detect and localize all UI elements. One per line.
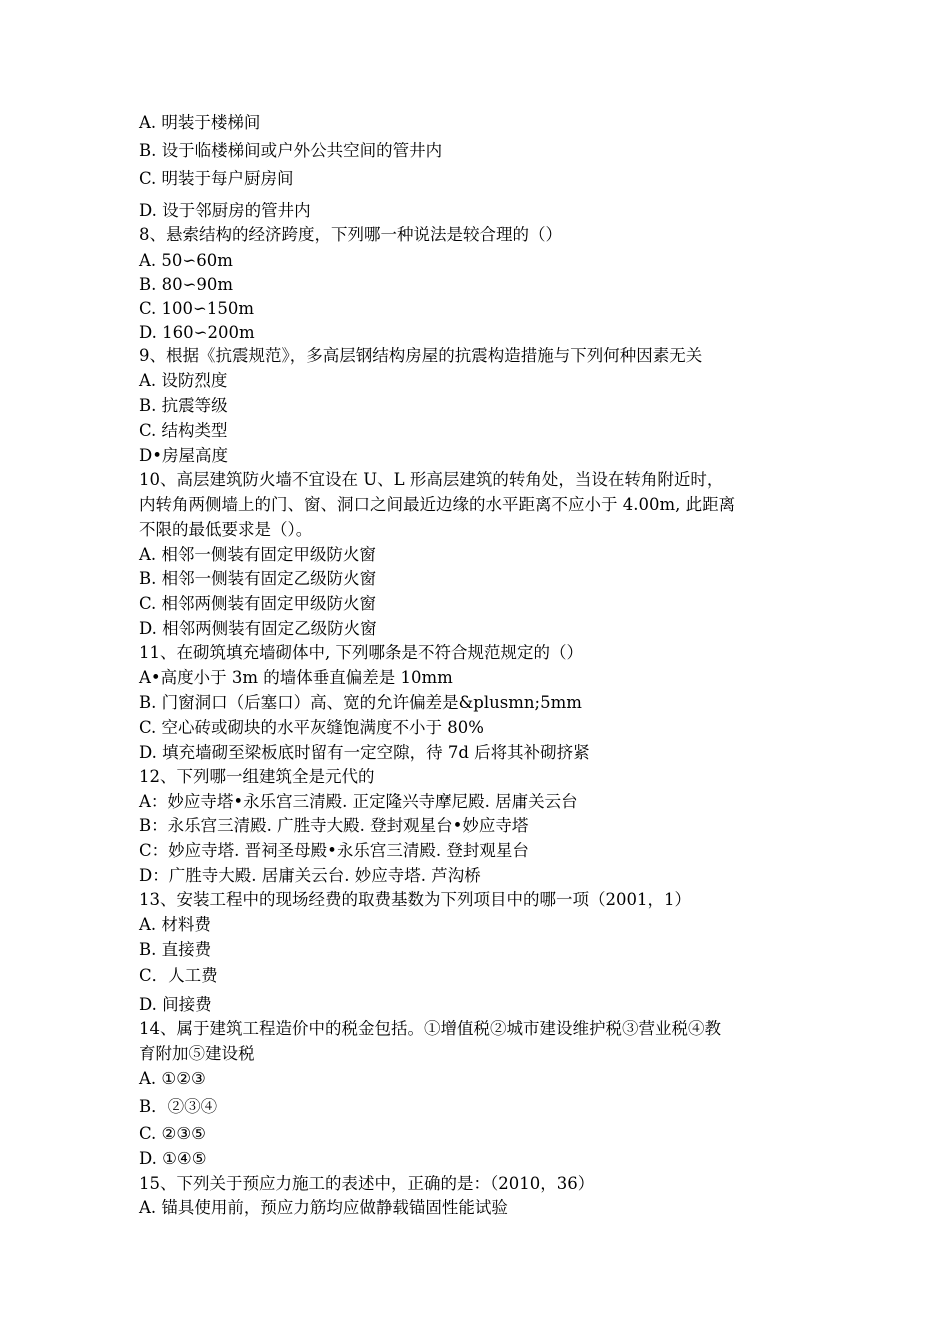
text-line: B：永乐宫三清殿. 广胜寺大殿. 登封观星台•妙应寺塔 xyxy=(139,816,529,835)
text-line: 育附加⑤建设税 xyxy=(139,1044,255,1063)
text-line: D. 填充墙砌至梁板底时留有一定空隙，待 7d 后将其补砌挤紧 xyxy=(139,743,590,762)
text-line: 内转角两侧墙上的门、窗、洞口之间最近边缘的水平距离不应小于 4.00m, 此距离 xyxy=(139,495,736,514)
text-line: D. 设于邻厨房的管井内 xyxy=(139,201,311,220)
text-line: B. 设于临楼梯间或户外公共空间的管井内 xyxy=(139,141,443,160)
text-line: C．人工费 xyxy=(139,966,218,985)
text-line: 9、根据《抗震规范》，多高层钢结构房屋的抗震构造措施与下列何种因素无关 xyxy=(139,346,703,365)
text-line: A. 50∽60m xyxy=(139,251,233,270)
text-line: C. 结构类型 xyxy=(139,421,228,440)
text-line: C. 明装于每户厨房间 xyxy=(139,169,294,188)
text-line: C. ②③⑤ xyxy=(139,1124,206,1143)
text-line: 8、悬索结构的经济跨度，下列哪一种说法是较合理的（） xyxy=(139,225,562,244)
text-line: A：妙应寺塔•永乐宫三清殿. 正定隆兴寺摩尼殿. 居庸关云台 xyxy=(139,792,578,811)
text-line: B. 80∽90m xyxy=(139,275,234,294)
text-line: 11、在砌筑填充墙砌体中, 下列哪条是不符合规范规定的（） xyxy=(139,643,583,662)
text-line: B. 直接费 xyxy=(139,940,212,959)
text-line: 12、下列哪一组建筑全是元代的 xyxy=(139,767,375,786)
text-line: C. 空心砖或砌块的水平灰缝饱满度不小于 80% xyxy=(139,718,484,737)
text-line: C：妙应寺塔. 晋祠圣母殿•永乐宫三清殿. 登封观星台 xyxy=(139,841,529,860)
text-line: 14、属于建筑工程造价中的税金包括。①增值税②城市建设维护税③营业税④教 xyxy=(139,1019,721,1038)
text-line: D. 间接费 xyxy=(139,995,212,1014)
text-line: C. 相邻两侧装有固定甲级防火窗 xyxy=(139,594,377,613)
text-line: C. 100∽150m xyxy=(139,299,254,318)
text-line: A. 设防烈度 xyxy=(139,371,228,390)
text-line: D. 相邻两侧装有固定乙级防火窗 xyxy=(139,619,377,638)
text-line: D. 160∽200m xyxy=(139,323,255,342)
text-line: A•高度小于 3m 的墙体垂直偏差是 10mm xyxy=(139,668,453,687)
text-line: A. 锚具使用前，预应力筋均应做静载锚固性能试验 xyxy=(139,1198,508,1217)
text-line: 15、下列关于预应力施工的表述中，正确的是：（2010，36） xyxy=(139,1174,595,1193)
text-line: B. 抗震等级 xyxy=(139,396,228,415)
text-line: D. ①④⑤ xyxy=(139,1149,207,1168)
text-line: B．②③④ xyxy=(139,1097,218,1116)
text-line: B. 相邻一侧装有固定乙级防火窗 xyxy=(139,569,377,588)
text-line: 13、安装工程中的现场经费的取费基数为下列项目中的哪一项（2001，1） xyxy=(139,890,691,909)
text-line: 不限的最低要求是（）。 xyxy=(139,520,313,539)
text-line: D：广胜寺大殿. 居庸关云台. 妙应寺塔. 芦沟桥 xyxy=(139,866,481,885)
text-line: 10、高层建筑防火墙不宜设在 U、L 形高层建筑的转角处，当设在转角附近时， xyxy=(139,470,724,489)
text-line: D•房屋高度 xyxy=(139,446,228,465)
text-line: A. 明装于楼梯间 xyxy=(139,113,261,132)
text-line: A. 材料费 xyxy=(139,915,211,934)
text-line: A. 相邻一侧装有固定甲级防火窗 xyxy=(139,545,376,564)
text-line: A. ①②③ xyxy=(139,1069,206,1088)
text-line: B. 门窗洞口（后塞口）高、宽的允许偏差是&plusmn;5mm xyxy=(139,693,582,712)
